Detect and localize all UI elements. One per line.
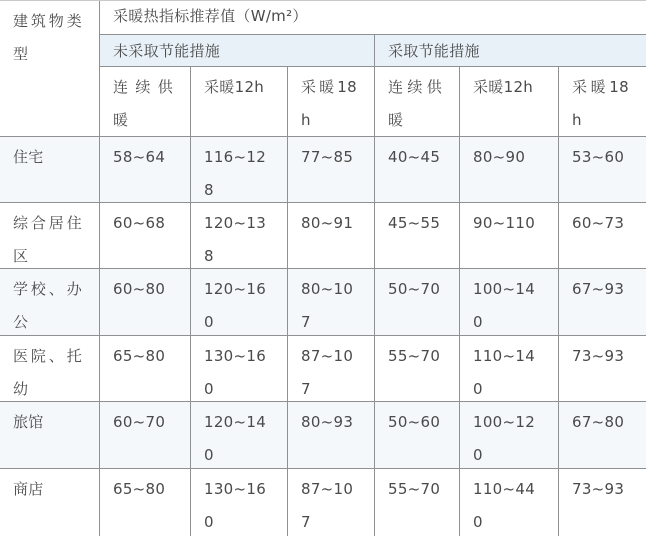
group-header-saving: 采取节能措施 — [374, 34, 646, 66]
value-cell: 60~68 — [99, 202, 190, 268]
row-label: 住宅 — [0, 136, 99, 202]
table-title: 采暖热指标推荐值（W/m²） — [99, 1, 646, 34]
value-cell: 55~70 — [374, 468, 459, 536]
value-cell: 80~107 — [287, 268, 374, 335]
value-cell: 55~70 — [374, 335, 459, 401]
value-cell: 65~80 — [99, 468, 190, 536]
row-label: 学校、办公 — [0, 268, 99, 335]
value-cell: 73~93 — [558, 468, 646, 536]
group-header-no-saving: 未采取节能措施 — [99, 34, 374, 66]
value-cell: 87~107 — [287, 468, 374, 536]
column-header-18h-1: 采暖18h — [287, 66, 374, 136]
value-cell: 80~90 — [459, 136, 558, 202]
building-type-header: 建筑物类型 — [0, 1, 99, 136]
column-header-12h-1: 采暖12h — [190, 66, 287, 136]
value-cell: 110~440 — [459, 468, 558, 536]
value-cell: 120~138 — [190, 202, 287, 268]
value-cell: 120~160 — [190, 268, 287, 335]
value-cell: 73~93 — [558, 335, 646, 401]
value-cell: 60~80 — [99, 268, 190, 335]
value-cell: 87~107 — [287, 335, 374, 401]
value-cell: 53~60 — [558, 136, 646, 202]
value-cell: 77~85 — [287, 136, 374, 202]
value-cell: 80~93 — [287, 401, 374, 468]
value-cell: 60~70 — [99, 401, 190, 468]
column-header-18h-2: 采暖18h — [558, 66, 646, 136]
value-cell: 50~70 — [374, 268, 459, 335]
column-header-12h-2: 采暖12h — [459, 66, 558, 136]
value-cell: 65~80 — [99, 335, 190, 401]
row-label: 商店 — [0, 468, 99, 536]
value-cell: 40~45 — [374, 136, 459, 202]
value-cell: 100~140 — [459, 268, 558, 335]
row-label: 医院、托幼 — [0, 335, 99, 401]
value-cell: 58~64 — [99, 136, 190, 202]
value-cell: 130~160 — [190, 468, 287, 536]
value-cell: 67~93 — [558, 268, 646, 335]
value-cell: 50~60 — [374, 401, 459, 468]
column-header-continuous-1: 连续供暖 — [99, 66, 190, 136]
value-cell: 60~73 — [558, 202, 646, 268]
row-label: 旅馆 — [0, 401, 99, 468]
value-cell: 100~120 — [459, 401, 558, 468]
row-label: 综合居住区 — [0, 202, 99, 268]
value-cell: 45~55 — [374, 202, 459, 268]
value-cell: 130~160 — [190, 335, 287, 401]
value-cell: 67~80 — [558, 401, 646, 468]
value-cell: 120~140 — [190, 401, 287, 468]
value-cell: 80~91 — [287, 202, 374, 268]
value-cell: 90~110 — [459, 202, 558, 268]
value-cell: 116~128 — [190, 136, 287, 202]
value-cell: 110~140 — [459, 335, 558, 401]
column-header-continuous-2: 连续供暖 — [374, 66, 459, 136]
